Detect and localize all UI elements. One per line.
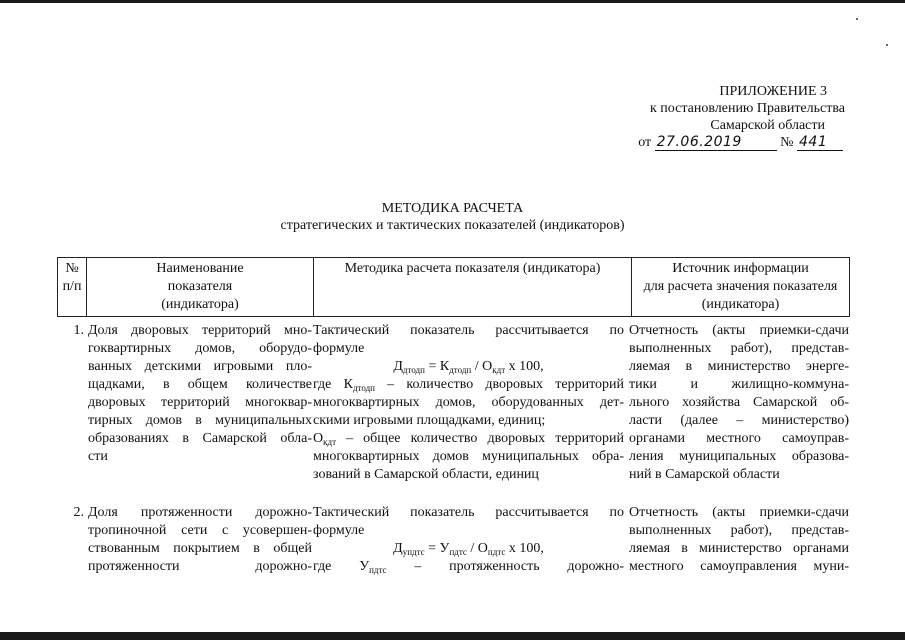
number-label: № [780, 135, 794, 150]
formula-symbol: О [477, 541, 488, 556]
source-line: тики и жилищно-коммуна- [629, 377, 849, 392]
name-line: Доля протяженности дорожно- [88, 505, 312, 520]
indicator-name [88, 504, 312, 576]
document-heading [0, 200, 905, 234]
scan-edge-bottom [0, 632, 905, 640]
date-label: от [638, 135, 652, 150]
document-subtitle: стратегических и тактических показателей (индикаторов) [280, 218, 625, 233]
name-line: дворовых территорий многоквар- [88, 395, 312, 410]
appendix-line-2: Самарской области [710, 118, 825, 133]
method-line: формуле [313, 523, 365, 538]
information-source [629, 322, 849, 484]
handwritten-date: 27.06.2019 [655, 135, 777, 151]
row-number: 1. [73, 323, 84, 338]
source-line: выполненных работ), представ- [629, 341, 849, 356]
source-line: Отчетность (акты приемки-сдачи [629, 323, 849, 338]
formula-subscript: пдтс [487, 547, 506, 557]
definition-line [313, 430, 624, 448]
header-source-line: Источник информации [672, 261, 809, 276]
calculation-method [313, 322, 624, 484]
formula-symbol: К [439, 359, 450, 374]
name-line: ванных детскими игровыми пло- [88, 359, 312, 374]
method-line: Тактический показатель рассчитывается по [313, 505, 624, 520]
name-line: щадками, в общем количестве [88, 377, 312, 392]
formula-symbol: Д [393, 541, 403, 556]
header-num-line: п/п [62, 279, 82, 294]
method-line: многоквартирных домов, оборудованных дет- [313, 395, 624, 410]
formula-subscript: пдтс [449, 547, 467, 557]
document-title: МЕТОДИКА РАСЧЕТА [381, 201, 524, 216]
definition-line [313, 376, 624, 394]
header-source-line: для расчета значения показателя [643, 279, 838, 294]
formula-subscript: кдт [492, 365, 506, 375]
calculation-method [313, 504, 624, 576]
definition-text: – протяженность дорожно- [386, 559, 624, 574]
definition-prefix: где [313, 559, 360, 574]
definition-subscript: дтодп [352, 383, 375, 393]
scan-speck [856, 18, 858, 20]
header-num-line: № [65, 261, 79, 276]
name-line: ствованным покрытием в общей [88, 541, 312, 556]
formula-tail: х 100, [505, 541, 544, 556]
name-line: Доля дворовых территорий мно- [88, 323, 312, 338]
information-source [629, 504, 849, 576]
source-line: ласти (далее – министерство) [629, 413, 849, 428]
header-name-line: (индикатора) [161, 297, 239, 312]
source-line: льного хозяйства Самарской об- [629, 395, 849, 410]
method-line: скими игровыми площадками, единиц; [313, 413, 546, 428]
indicator-name [88, 322, 312, 466]
source-line: ления муниципальных образова- [629, 449, 849, 464]
formula-tail: х 100, [505, 359, 544, 374]
formula [313, 540, 624, 558]
method-line: Тактический показатель рассчитывается по [313, 323, 624, 338]
source-line: органами местного самоуправ- [629, 431, 849, 446]
definition-text: – общее количество дворовых территорий [336, 431, 624, 446]
source-line: ляемая в министерство энерге- [629, 359, 849, 374]
header-num [58, 258, 87, 317]
method-line: многоквартирных домов муниципальных обра- [313, 449, 624, 464]
source-line: местного самоуправления муни- [629, 559, 849, 574]
definition-symbol: О [313, 431, 324, 446]
source-line: ляемая в министерство органами [629, 541, 849, 556]
formula-symbol: У [439, 541, 450, 556]
definition-subscript: кдт [323, 437, 337, 447]
name-line: тирных домов в муниципальных [88, 413, 312, 428]
formula-subscript: дтодп [449, 365, 472, 375]
formula-operator: / [466, 541, 478, 556]
appendix-signature-row [638, 134, 843, 151]
formula-operator: / [471, 359, 483, 374]
definition-symbol: К [343, 377, 353, 392]
appendix-block [638, 83, 845, 151]
definition-prefix: где [313, 377, 344, 392]
header-name [87, 258, 314, 317]
header-name-line: показателя [167, 279, 233, 294]
source-line: ний в Самарской области [629, 467, 780, 482]
formula-subscript: дтодп [402, 365, 425, 375]
definition-line [313, 558, 624, 576]
table-header [57, 257, 850, 317]
handwritten-number: 441 [797, 135, 843, 151]
header-source [632, 258, 850, 317]
header-method-line: Методика расчета показателя (индикатора) [344, 261, 601, 276]
formula-operator: = [424, 359, 440, 374]
formula-operator: = [424, 541, 440, 556]
indicator-table [57, 257, 849, 317]
definition-subscript: пдтс [369, 565, 387, 575]
source-line: выполненных работ), представ- [629, 523, 849, 538]
method-line: формуле [313, 341, 365, 356]
definition-text: – количество дворовых территорий [374, 377, 625, 392]
header-row [58, 258, 850, 317]
name-line: образованиях в Самарской обла- [88, 431, 312, 446]
scan-speck [886, 44, 888, 46]
formula [313, 358, 624, 376]
scan-edge-top [0, 0, 905, 3]
name-line: тропиночной сети с усовершен- [88, 523, 312, 538]
source-line: Отчетность (акты приемки-сдачи [629, 505, 849, 520]
header-name-line: Наименование [156, 261, 244, 276]
appendix-title: ПРИЛОЖЕНИЕ 3 [719, 84, 827, 99]
method-line: зований в Самарской области, единиц [313, 467, 539, 482]
formula-symbol: О [482, 359, 493, 374]
header-source-line: (индикатора) [701, 297, 780, 312]
formula-symbol: Д [393, 359, 403, 374]
formula-subscript: упдтс [402, 547, 425, 557]
name-line: протяженности дорожно- [88, 559, 312, 574]
name-line: сти [88, 449, 108, 464]
header-method [314, 258, 632, 317]
name-line: гоквартирных домов, оборудо- [88, 341, 312, 356]
row-number: 2. [73, 505, 84, 520]
appendix-line-1: к постановлению Правительства [649, 101, 845, 116]
definition-symbol: У [359, 559, 370, 574]
